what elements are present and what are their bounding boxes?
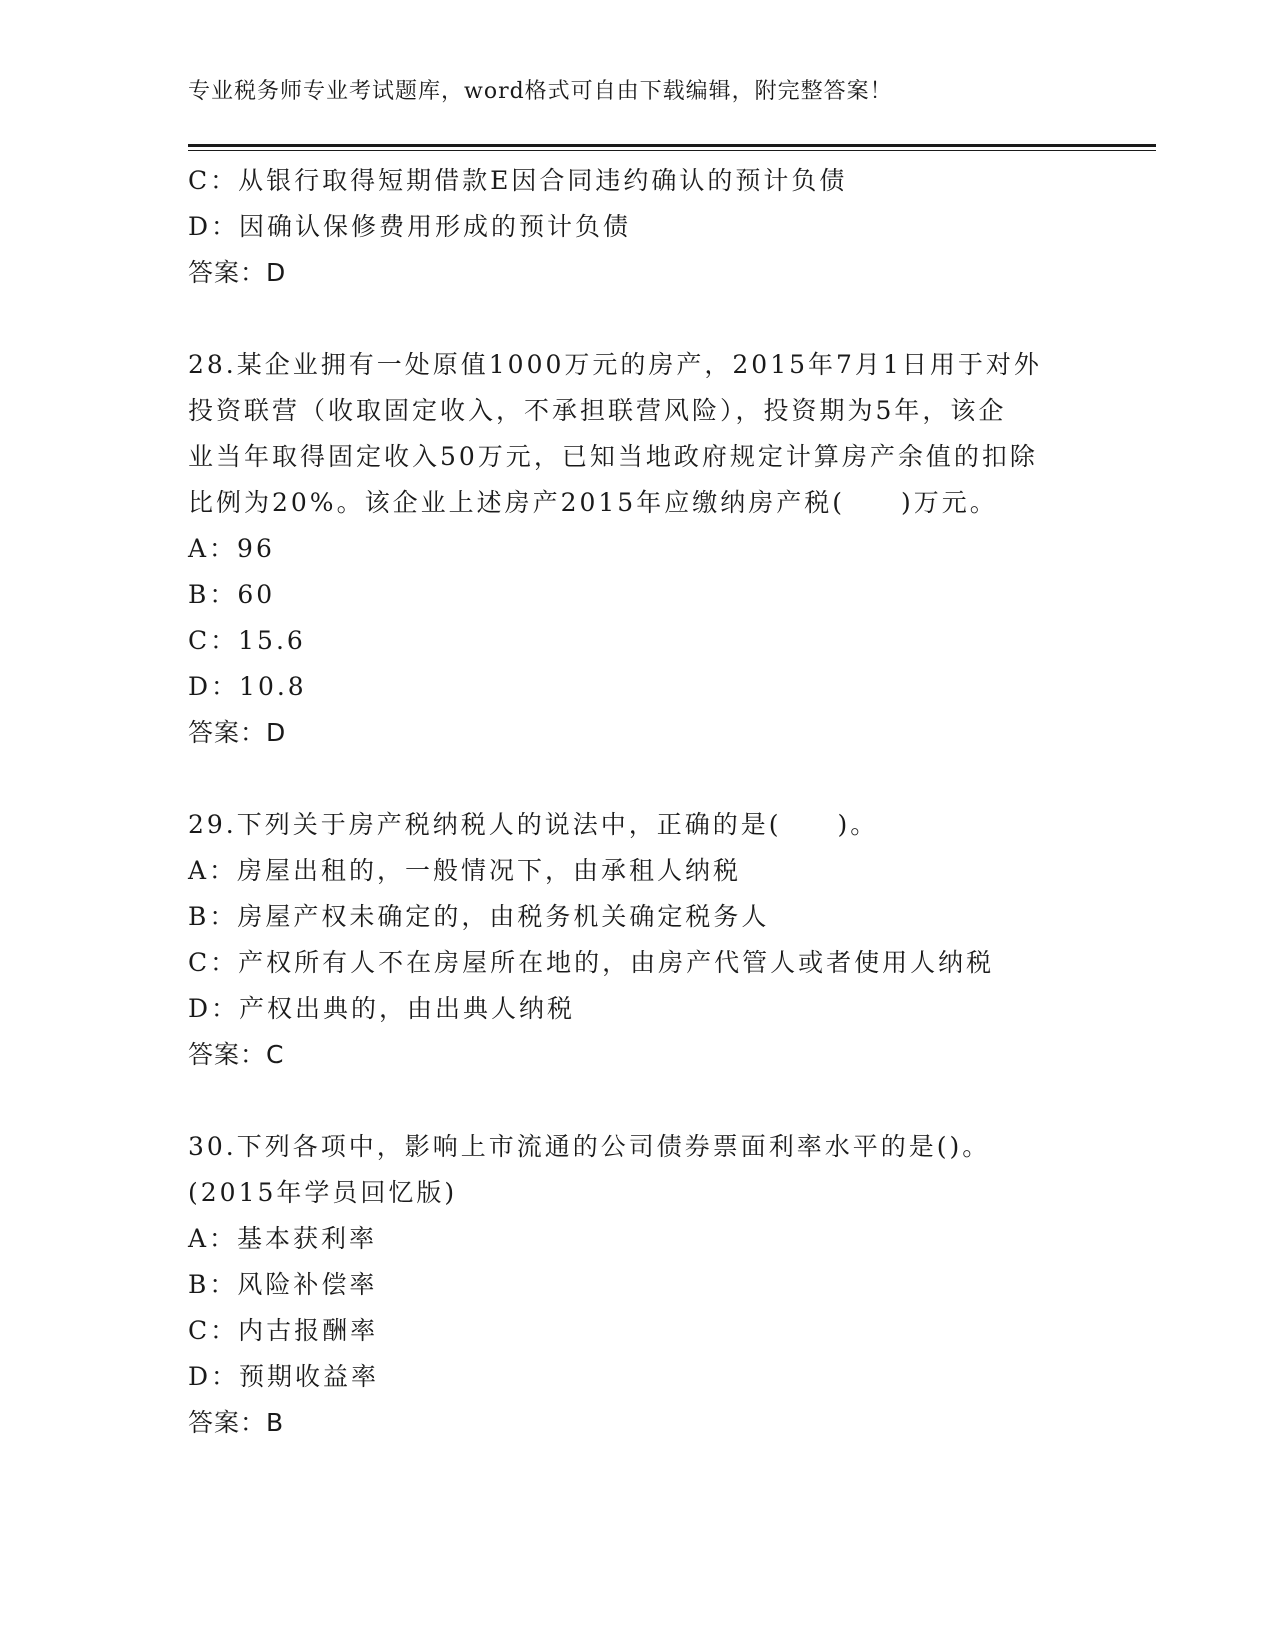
option-a: A：基本获利率 [188, 1224, 378, 1253]
option-d: D：因确认保修费用形成的预计负债 [188, 212, 632, 241]
spacer [188, 756, 1068, 802]
question-stem-line: 比例为20%。该企业上述房产2015年应缴纳房产税( )万元。 [188, 488, 998, 517]
answer-line: 答案：D [188, 258, 287, 287]
question-stem-line: 业当年取得固定收入50万元，已知当地政府规定计算房产余值的扣除 [188, 442, 1038, 471]
question-block-28 [188, 342, 1068, 756]
answer-line: 答案：D [188, 718, 287, 747]
option-d: D：产权出典的，由出典人纳税 [188, 994, 576, 1023]
option-d: D：预期收益率 [188, 1362, 380, 1391]
answer-line: 答案：B [188, 1408, 285, 1437]
question-block-30 [188, 1124, 1068, 1446]
option-b: B：60 [188, 580, 276, 609]
option-a: A：96 [188, 534, 275, 563]
spacer [188, 1078, 1068, 1124]
option-c: C：内古报酬率 [188, 1316, 379, 1345]
option-c: C：从银行取得短期借款E因合同违约确认的预计负债 [188, 166, 848, 195]
spacer [188, 296, 1068, 342]
header-divider-thin [188, 150, 1156, 151]
header-text: 专业税务师专业考试题库，word格式可自由下载编辑，附完整答案！ [188, 79, 893, 104]
question-block-29 [188, 802, 1068, 1078]
header-divider-thick [188, 144, 1156, 147]
option-b: B：风险补偿率 [188, 1270, 378, 1299]
option-b: B：房屋产权未确定的，由税务机关确定税务人 [188, 902, 770, 931]
option-c: C：产权所有人不在房屋所在地的，由房产代管人或者使用人纳税 [188, 948, 995, 977]
answer-line: 答案：C [188, 1040, 285, 1069]
question-stem-line: 28.某企业拥有一处原值1000万元的房产，2015年7月1日用于对外 [188, 350, 1042, 379]
option-d: D：10.8 [188, 672, 307, 701]
question-stem-line: 投资联营（收取固定收入，不承担联营风险），投资期为5年，该企 [188, 396, 1007, 425]
question-stem-line: 30.下列各项中，影响上市流通的公司债券票面利率水平的是()。 [188, 1132, 991, 1161]
question-list [188, 158, 1068, 1446]
question-stem-line: (2015年学员回忆版) [188, 1178, 458, 1207]
option-a: A：房屋出租的，一般情况下，由承租人纳税 [188, 856, 742, 885]
question-block-prev [188, 158, 1068, 296]
option-c: C：15.6 [188, 626, 306, 655]
question-stem-line: 29.下列关于房产税纳税人的说法中，正确的是( )。 [188, 810, 879, 839]
